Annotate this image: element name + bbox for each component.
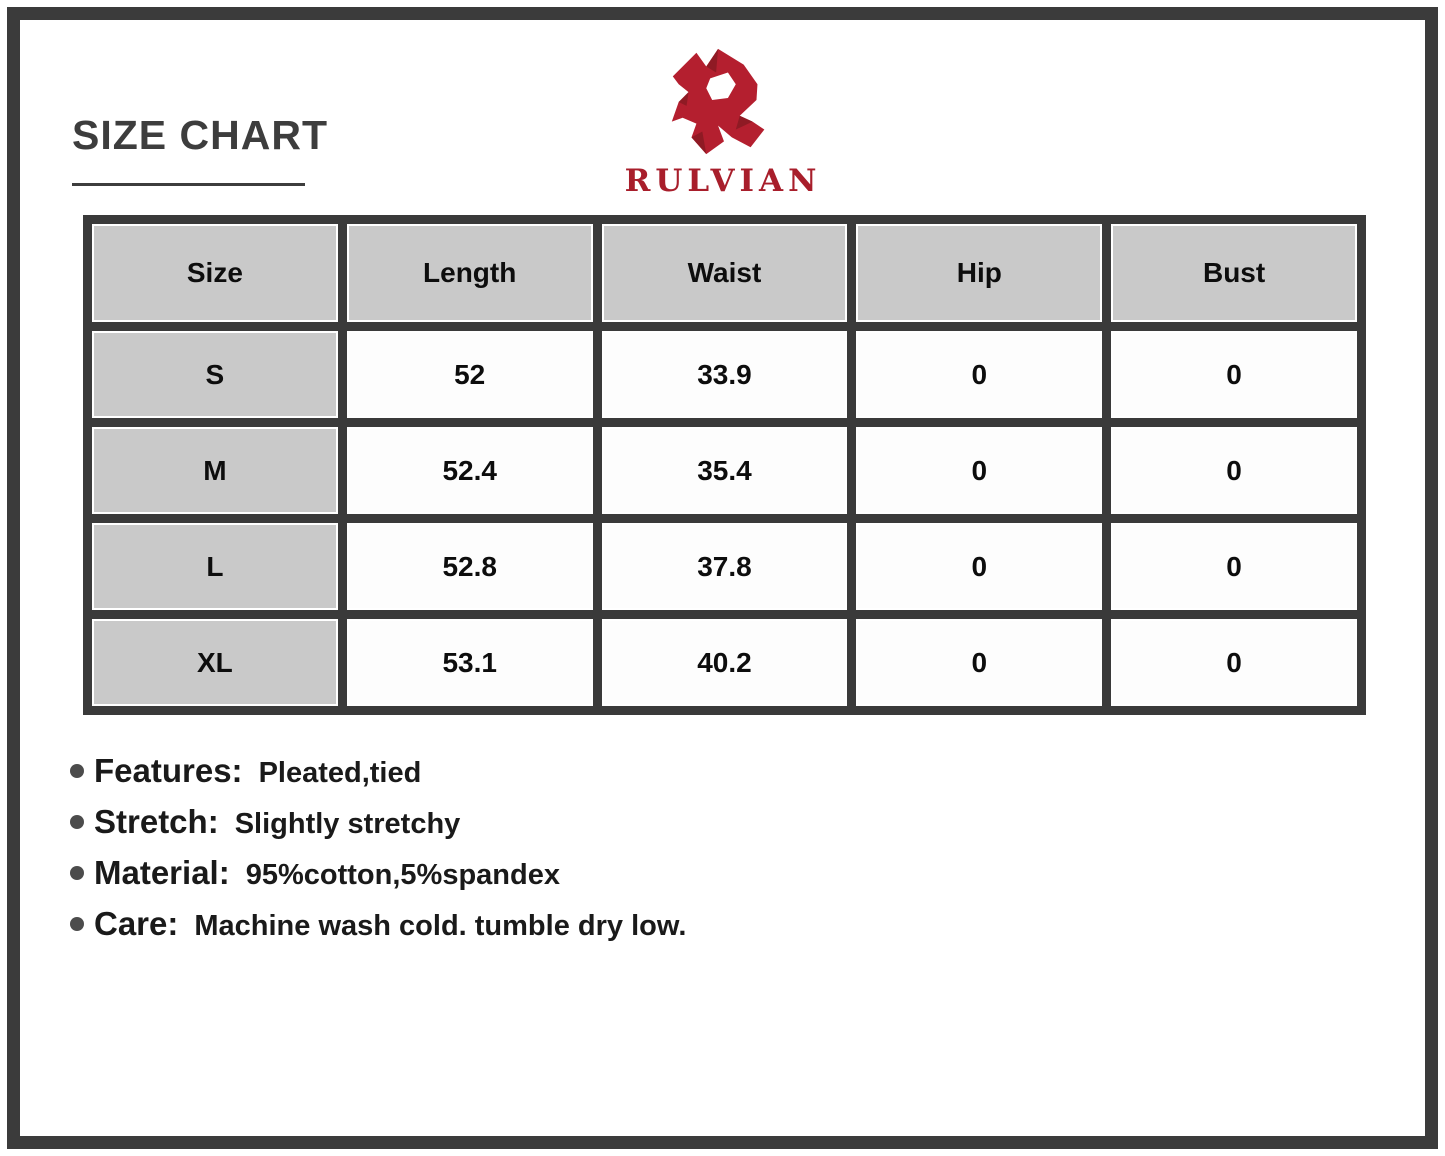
column-header-waist: Waist xyxy=(602,224,848,322)
cell-xl-length: 53.1 xyxy=(347,619,593,706)
cell-s-length: 52 xyxy=(347,331,593,418)
detail-stretch xyxy=(70,803,686,841)
table-row-m xyxy=(92,427,1357,514)
bullet-icon xyxy=(70,866,84,880)
bullet-icon xyxy=(70,815,84,829)
bullet-icon xyxy=(70,917,84,931)
detail-label: Stretch: xyxy=(94,803,219,840)
brand-logo-icon xyxy=(659,42,787,160)
row-label-s: S xyxy=(92,331,338,418)
column-header-length: Length xyxy=(347,224,593,322)
detail-features xyxy=(70,752,686,790)
cell-m-length: 52.4 xyxy=(347,427,593,514)
cell-s-bust: 0 xyxy=(1111,331,1357,418)
row-label-m: M xyxy=(92,427,338,514)
size-chart-table xyxy=(83,215,1366,715)
detail-label: Care: xyxy=(94,905,179,942)
detail-value: Machine wash cold. tumble dry low. xyxy=(194,910,687,942)
cell-xl-waist: 40.2 xyxy=(602,619,848,706)
row-label-xl: XL xyxy=(92,619,338,706)
detail-value: Slightly stretchy xyxy=(234,808,461,840)
brand-name: RULVIAN xyxy=(624,163,822,199)
cell-m-hip: 0 xyxy=(856,427,1102,514)
cell-s-waist: 33.9 xyxy=(602,331,848,418)
brand-block xyxy=(573,42,873,199)
table-row-l xyxy=(92,523,1357,610)
cell-xl-hip: 0 xyxy=(856,619,1102,706)
product-details-list xyxy=(70,752,686,943)
row-label-l: L xyxy=(92,523,338,610)
detail-value: 95%cotton,5%spandex xyxy=(245,859,560,891)
table-row-xl xyxy=(92,619,1357,706)
cell-l-bust: 0 xyxy=(1111,523,1357,610)
detail-value: Pleated,tied xyxy=(258,757,422,789)
column-header-hip: Hip xyxy=(856,224,1102,322)
title-underline xyxy=(72,183,305,186)
cell-m-bust: 0 xyxy=(1111,427,1357,514)
cell-l-hip: 0 xyxy=(856,523,1102,610)
cell-xl-bust: 0 xyxy=(1111,619,1357,706)
cell-s-hip: 0 xyxy=(856,331,1102,418)
cell-l-length: 52.8 xyxy=(347,523,593,610)
column-header-size: Size xyxy=(92,224,338,322)
cell-m-waist: 35.4 xyxy=(602,427,848,514)
bullet-icon xyxy=(70,764,84,778)
detail-label: Material: xyxy=(94,854,230,891)
cell-l-waist: 37.8 xyxy=(602,523,848,610)
detail-care xyxy=(70,905,686,943)
column-header-bust: Bust xyxy=(1111,224,1357,322)
table-row-s xyxy=(92,331,1357,418)
page-title: SIZE CHART xyxy=(72,112,328,158)
detail-material xyxy=(70,854,686,892)
detail-label: Features: xyxy=(94,752,243,789)
table-header-row xyxy=(92,224,1357,322)
